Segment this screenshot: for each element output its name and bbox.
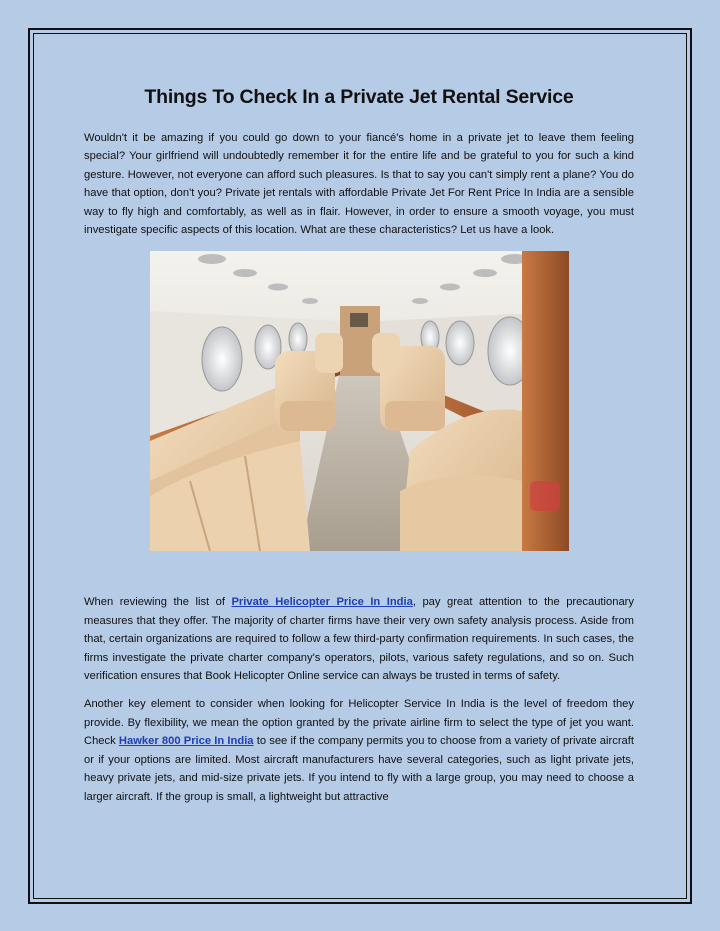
safety-paragraph [84,593,634,685]
flexibility-paragraph [84,695,634,805]
document-body [84,86,634,806]
flexibility-text-after: to see if the company permits you to choose from a variety of private aircraft or if your options are limited. Most aircraft manufacturers have several categories, such as light private jets, heavy private jets, and mid-size private jets. If you intend to fly with a large group, you may need to choose a larger aircraft. If the group is small, a lightweight but attractive [84,735,634,803]
flexibility-text-before: Another key element to consider when looking for Helicopter Service In India is the level of freedom they provide. By flexibility, we mean the option granted by the private airline firm to select the type of jet you want. Check [84,698,634,748]
safety-text-before: When reviewing the list of [84,596,232,609]
intro-paragraph: Wouldn't it be amazing if you could go down to your fiancé's home in a private jet to leave them feeling special? Your girlfriend will undoubtedly remember it for the entire life and be grateful to you for such a kind gesture. However, not everyone can afford such pleasures. Is that to say you can't simply rent a plane? You do have that option, don't you? Private jet rentals with affordable Private Jet For Rent Price In India are a sensible way to fly high and comfortably, as well as in flair. However, in order to ensure a smooth voyage, you must investigate specific aspects of this location. What are these characteristics? Let us have a look. [84,132,634,237]
jet-cabin-photo [150,251,569,551]
private-helicopter-price-link[interactable]: Private Helicopter Price In India [231,596,413,609]
document-title: Things To Check In a Private Jet Rental Service [144,86,574,108]
safety-text-after: , pay great attention to the precautionary measures that they offer. The majority of charter firms have their very own safety analysis process. Aside from that, certain organizations are required to follow a few third-party confirmation requirements. In such cases, the firms investigate the private charter company's operators, pilots, various safety regulations, and so on. Such verification ensures that Book Helicopter Online service can always be trusted in terms of safety. [84,596,634,683]
hawker-800-price-link[interactable]: Hawker 800 Price In India [118,735,254,748]
